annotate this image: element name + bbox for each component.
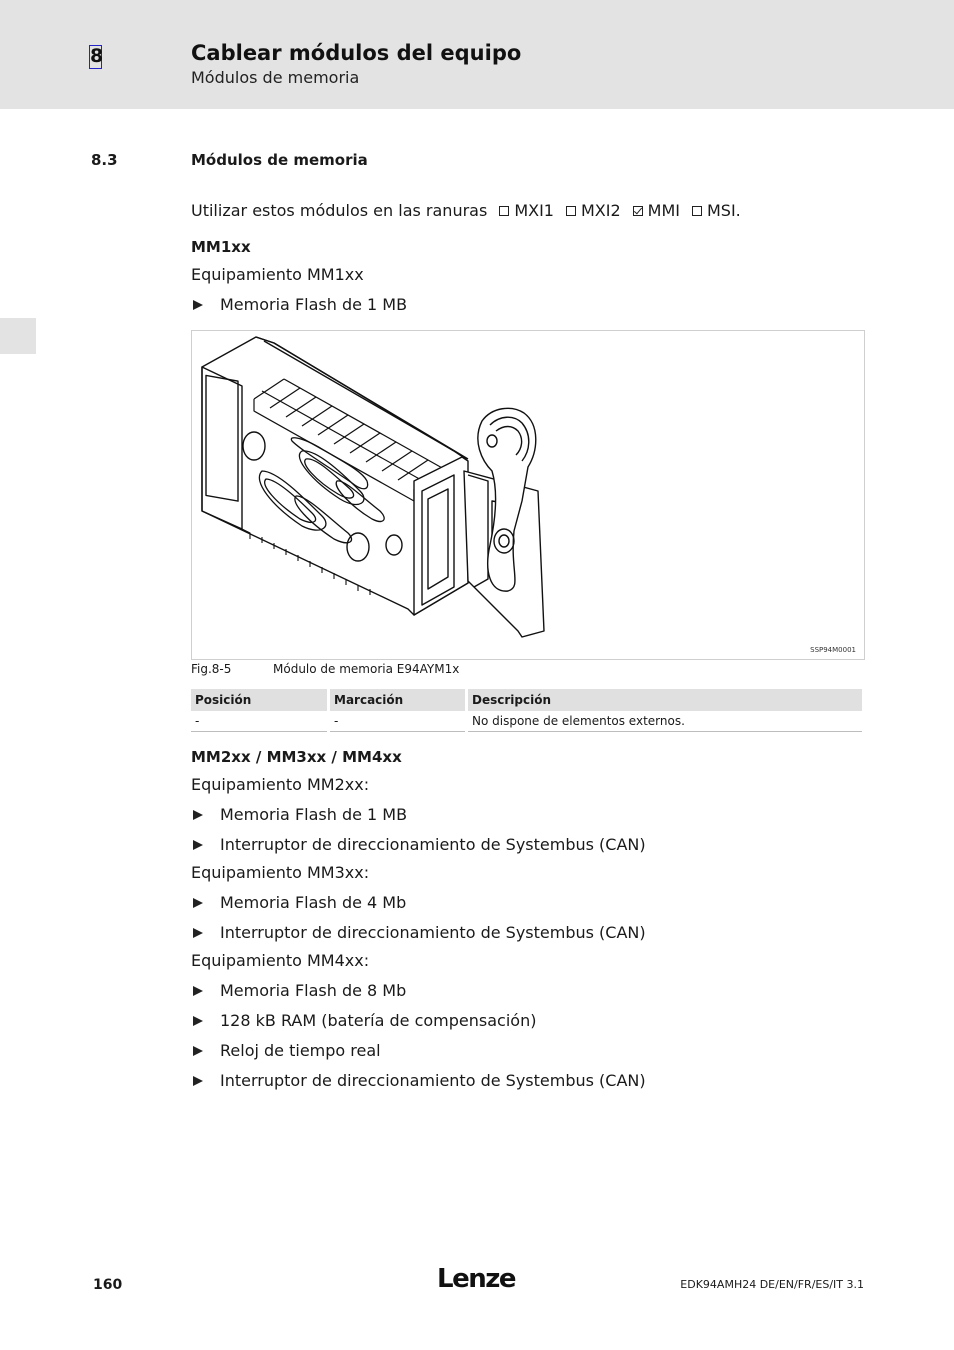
bullet-triangle-icon [193,840,203,850]
table-header-row [191,689,864,711]
list-item-text: Memoria Flash de 1 MB [220,805,408,824]
figure-frame [191,330,865,660]
bullet-triangle-icon [193,928,203,938]
list-item [191,891,865,915]
checkbox-unchecked-icon [499,206,509,216]
list-item [191,1039,865,1063]
list-item-text: Memoria Flash de 4 Mb [220,893,407,912]
list-item-text: Memoria Flash de 1 MB [220,295,408,314]
list-item [191,803,865,827]
memory-module-drawing [192,331,864,659]
slot-option-mxi1 [499,201,554,221]
figure-label: Fig.8-5 [191,662,232,676]
table-header-cell: Marcación [329,689,467,711]
side-tab-marker [0,318,36,354]
slot-option-msi [692,201,741,221]
header-subtitle: Módulos de memoria [191,68,360,87]
bullet-triangle-icon [193,1076,203,1086]
table-header-cell: Posición [191,689,329,711]
mm1-heading: MM1xx [191,238,251,256]
list-item-text: Reloj de tiempo real [220,1041,381,1060]
table-cell: - [191,711,329,732]
page-number: 160 [93,1277,123,1293]
bullet-triangle-icon [193,898,203,908]
bullet-triangle-icon [193,1046,203,1056]
content-block-mm1 [191,198,865,317]
list-item [191,833,865,857]
slot-selection [191,198,865,224]
table-header-cell: Descripción [467,689,864,711]
checkbox-unchecked-icon [566,206,576,216]
bullet-triangle-icon [193,986,203,996]
slot-intro: Utilizar estos módulos en las ranuras [191,201,488,220]
checkbox-unchecked-icon [692,206,702,216]
chapter-number: 8 [90,45,104,67]
list-item-text: Memoria Flash de 8 Mb [220,981,407,1000]
table-row [191,711,864,732]
table-cell: No dispone de elementos externos. [467,711,864,732]
checkbox-checked-icon [633,206,643,216]
list-item [191,979,865,1003]
slot-label: MMI [647,201,680,220]
lenze-logo: Lenze [437,1264,515,1294]
content-block-mm234 [191,747,865,1093]
bullet-triangle-icon [193,1016,203,1026]
figure-code: SSP94M0001 [810,646,856,654]
group-label-mm2: Equipamiento MM2xx: [191,775,370,794]
section-title: Módulos de memoria [191,151,368,169]
group-label-mm4: Equipamiento MM4xx: [191,951,370,970]
document-code: EDK94AMH24 DE/EN/FR/ES/IT 3.1 [680,1278,864,1291]
group-label-mm3: Equipamiento MM3xx: [191,863,370,882]
mm1-equip-label: Equipamiento MM1xx [191,265,364,284]
list-item-text: Interruptor de direccionamiento de Systembus (CAN) [220,923,646,942]
list-item [191,921,865,945]
list-item [191,1009,865,1033]
list-item-text: Interruptor de direccionamiento de Systembus (CAN) [220,1071,646,1090]
slot-label: MSI. [706,201,741,220]
header-title: Cablear módulos del equipo [191,41,522,65]
bullet-triangle-icon [193,810,203,820]
mm234-heading: MM2xx / MM3xx / MM4xx [191,748,402,766]
position-table [191,689,865,732]
slot-option-mmi [633,201,680,221]
slot-label: MXI2 [580,201,621,220]
slot-label: MXI1 [514,201,554,220]
list-item [191,293,865,317]
list-item-text: Interruptor de direccionamiento de Systembus (CAN) [220,835,646,854]
slot-option-mxi2 [566,201,621,221]
bullet-triangle-icon [193,300,203,310]
section-number: 8.3 [91,151,118,169]
list-item-text: 128 kB RAM (batería de compensación) [220,1011,537,1030]
table-cell: - [329,711,467,732]
figure-caption-text: Módulo de memoria E94AYM1x [273,662,460,676]
figure-caption [191,662,459,676]
list-item [191,1069,865,1093]
